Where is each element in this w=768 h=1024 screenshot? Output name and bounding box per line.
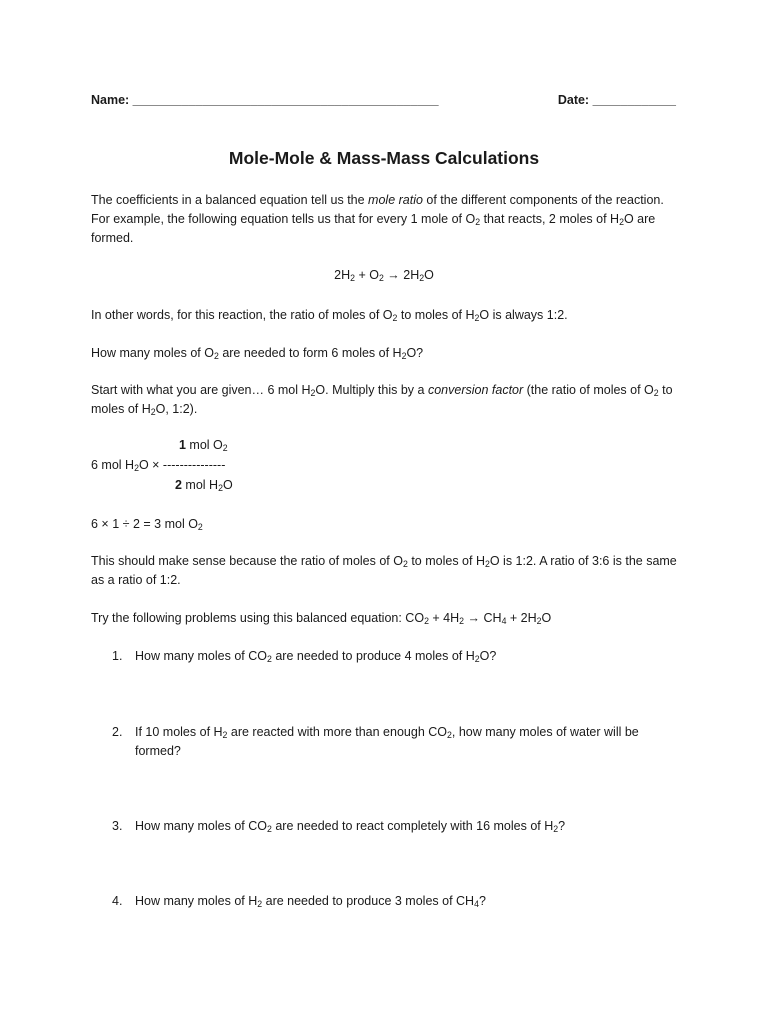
question-1 [112,647,682,666]
question-2 [112,723,682,761]
header [91,93,676,111]
problems-intro: Try the following problems using this balanced equation: $CO_2 + 4H_2 \to CH_4 + 2H_2O$ [91,611,552,626]
calculation-line: 6 × 1 ÷ 2 = 3 mol $O_2$ [91,517,203,532]
intro-paragraph: The coefficients in a balanced equation tell us the mole ratio of the different components of the reaction. For example, the following equation tells us that for every 1 mole of $O_2$ that reacts, 2 moles of $H_2O$ are formed. [91,193,664,245]
fraction-given: 6 mol $H_2O$ × --------------- [91,458,226,473]
question-4 [112,892,682,911]
explanation-paragraph: This should make sense because the ratio of moles of $O_2$ to moles of $H_2O$ is 1:2. A ratio of 3:6 is the same as a ratio of 1:2. [91,554,677,587]
example-equation: $2H_2 + O_2 \to 2H_2O$ [334,268,434,283]
conversion-paragraph: Start with what you are given… 6 mol $H_2O$. Multiply this by a conversion factor (the ratio of moles of $O_2$ to moles of $H_2O$, 1:2). [91,383,673,417]
question-number: 4. [112,894,123,908]
question-number: 2. [112,725,123,739]
conversion-fraction [91,438,291,498]
name-field-label: Name: ____________________________________________ [91,93,439,107]
question-number: 3. [112,819,123,833]
page-title: Mole-Mole & Mass-Mass Calculations [228,148,540,168]
ratio-paragraph: In other words, for this reaction, the ratio of moles of $O_2$ to moles of $H_2O$ is always 1:2. [91,308,568,323]
question-text: How many moles of $CO_2$ are needed to produce 4 moles of $H_2O$? [135,649,497,664]
question-number: 1. [112,649,123,663]
fraction-numerator: 1 mol $O_2$ [179,438,228,453]
question-text: If 10 moles of $H_2$ are reacted with more than enough $CO_2$, how many moles of water will be formed? [135,725,639,758]
date-field-label: Date: ____________ [557,93,676,107]
question-text: How many moles of $H_2$ are needed to produce 3 moles of $CH_4$? [135,894,486,909]
fraction-denominator: 2 mol $H_2O$ [175,478,233,493]
example-question: How many moles of $O_2$ are needed to form 6 moles of $H_2O$? [91,346,424,361]
question-text: How many moles of $CO_2$ are needed to react completely with 16 moles of $H_2$? [135,819,566,834]
question-3 [112,817,682,836]
